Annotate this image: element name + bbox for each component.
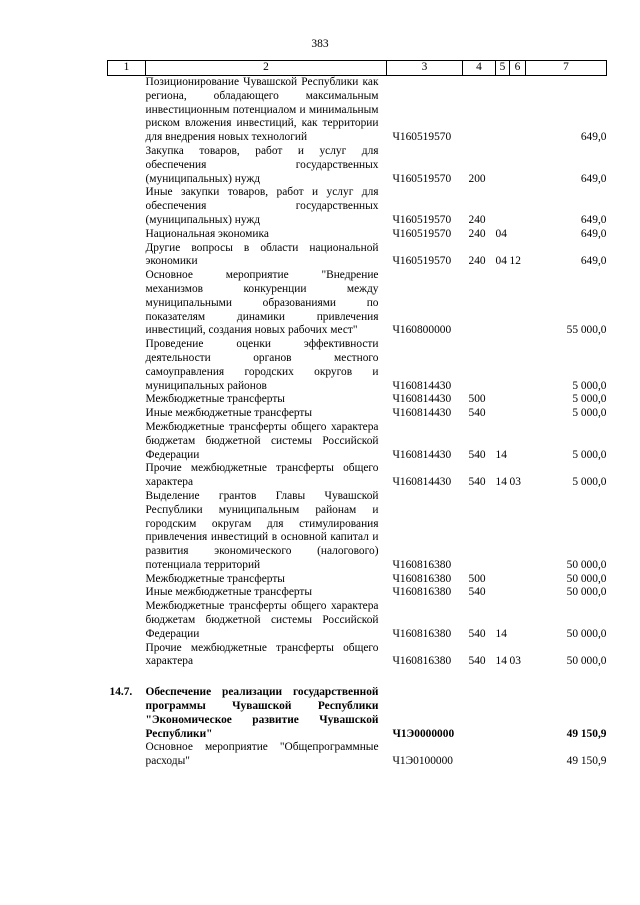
subsection-cell — [510, 686, 526, 741]
amount-cell: 55 000,0 — [566, 324, 607, 337]
target-code-cell: Ч160800000 — [392, 324, 452, 337]
expense-type-cell: 200 — [468, 172, 486, 185]
item-name-cell: Прочие межбюджетные трансферты общего характера — [145, 641, 379, 668]
table-row — [108, 145, 607, 186]
section-cell: 14 — [495, 627, 507, 640]
expense-type-cell: 540 — [468, 448, 486, 461]
section-cell — [496, 686, 510, 741]
row-number-cell — [108, 490, 146, 573]
expense-type-cell — [463, 741, 496, 769]
target-code-cell: Ч160814430 — [392, 448, 452, 461]
target-code-cell: Ч160519570 — [392, 255, 452, 268]
item-name-cell: Позиционирование Чувашской Республики как региона, обладающего максимальным инвестиционным потенциалом и минимальным риском вложения инвестиций, как территории для внедрения новых технологий — [145, 76, 379, 144]
amount-cell: 649,0 — [580, 172, 607, 185]
subsection-cell — [510, 586, 526, 600]
expense-type-cell: 500 — [468, 393, 486, 406]
section-cell — [496, 338, 510, 393]
subsection-cell — [510, 145, 526, 186]
header-col-2: 2 — [146, 61, 387, 76]
table-row — [108, 741, 607, 769]
subsection-cell — [510, 76, 526, 145]
table-row — [108, 462, 607, 490]
table-row — [108, 600, 607, 641]
amount-cell: 649,0 — [580, 131, 607, 144]
section-cell: 04 — [495, 255, 507, 268]
amount-cell: 5 000,0 — [572, 448, 607, 461]
table-row — [108, 242, 607, 270]
table-row — [108, 421, 607, 462]
page-number: 383 — [311, 38, 329, 50]
item-name-cell: Обеспечение реализации государственной программы Чувашской Республики "Экономическое развитие Чувашской Республики" — [145, 686, 379, 740]
expense-type-cell — [463, 686, 496, 741]
subsection-cell — [510, 393, 526, 407]
item-name-cell: Проведение оценки эффективности деятельности органов местного самоуправления городских округов и муниципальных районов — [145, 338, 379, 392]
target-code-cell: Ч160816380 — [392, 627, 452, 640]
header-col-1: 1 — [108, 61, 146, 76]
subsection-cell: 12 — [509, 255, 521, 268]
item-name-cell: Закупка товаров, работ и услуг для обеспечения государственных (муниципальных) нужд — [145, 144, 379, 185]
amount-cell: 5 000,0 — [572, 476, 607, 489]
subsection-cell — [510, 407, 526, 421]
item-name-cell: Прочие межбюджетные трансферты общего характера — [145, 462, 379, 489]
section-cell — [496, 490, 510, 573]
amount-cell: 50 000,0 — [566, 572, 607, 585]
row-number-cell — [108, 338, 146, 393]
expense-type-cell — [463, 269, 496, 338]
item-name-cell: Основное мероприятие "Общепрограммные расходы" — [145, 741, 379, 768]
item-name-cell: Национальная экономика — [145, 227, 269, 240]
row-number-cell — [108, 586, 146, 600]
header-col-6: 6 — [510, 61, 526, 76]
target-code-cell: Ч1Э0100000 — [392, 755, 453, 768]
section-cell: 14 — [495, 476, 507, 489]
row-number-cell — [108, 421, 146, 462]
row-number-cell — [108, 242, 146, 270]
target-code-cell: Ч160816380 — [392, 558, 452, 571]
section-cell — [496, 76, 510, 145]
amount-cell: 50 000,0 — [566, 627, 607, 640]
item-name-cell: Иные межбюджетные трансферты — [145, 407, 313, 420]
section-cell — [496, 586, 510, 600]
table-row — [108, 586, 607, 600]
table-row — [108, 686, 607, 741]
table-row — [108, 573, 607, 587]
expense-type-cell: 540 — [468, 407, 486, 420]
section-cell: 04 — [495, 227, 507, 240]
target-code-cell: Ч160519570 — [392, 213, 452, 226]
target-code-cell: Ч160814430 — [392, 407, 452, 420]
section-cell — [496, 186, 510, 227]
subsection-cell: 03 — [509, 655, 521, 668]
target-code-cell: Ч160816380 — [392, 655, 452, 668]
row-number-cell — [108, 145, 146, 186]
amount-cell: 50 000,0 — [566, 586, 607, 599]
header-col-3: 3 — [387, 61, 463, 76]
table-row — [108, 76, 607, 145]
table-body — [108, 76, 607, 770]
subsection-cell: 03 — [509, 476, 521, 489]
expense-type-cell: 540 — [468, 476, 486, 489]
header-col-5: 5 — [496, 61, 510, 76]
amount-cell: 649,0 — [580, 227, 607, 240]
table-row — [108, 407, 607, 421]
row-number-cell — [108, 393, 146, 407]
expense-type-cell: 240 — [468, 227, 486, 240]
item-name-cell: Выделение грантов Главы Чувашской Республики муниципальным районам и городским округам для стимулирования привлечения инвестиций в основной капитал и развития экономического (налогового) потенциала территорий — [145, 489, 379, 571]
table-row — [108, 393, 607, 407]
item-name-cell: Основное мероприятие "Внедрение механизмов конкуренции между муниципальными образованиями по показателям динамики привлечения инвестиций, создания новых рабочих мест" — [145, 269, 379, 337]
target-code-cell: Ч160519570 — [392, 227, 452, 240]
target-code-cell: Ч160519570 — [392, 172, 452, 185]
expense-type-cell — [463, 76, 496, 145]
subsection-cell — [510, 228, 526, 242]
item-name-cell: Межбюджетные трансферты общего характера бюджетам бюджетной системы Российской Федерации — [145, 420, 379, 461]
subsection-cell — [510, 269, 526, 338]
item-name-cell: Межбюджетные трансферты — [145, 393, 285, 406]
target-code-cell: Ч160814430 — [392, 393, 452, 406]
row-number-cell — [108, 573, 146, 587]
subsection-cell — [510, 338, 526, 393]
expense-type-cell — [463, 490, 496, 573]
table-row — [108, 338, 607, 393]
target-code-cell: Ч1Э0000000 — [392, 727, 455, 740]
target-code-cell: Ч160814430 — [392, 476, 452, 489]
row-number-cell — [108, 741, 146, 769]
section-cell — [496, 407, 510, 421]
table-row — [108, 228, 607, 242]
expense-type-cell: 500 — [468, 572, 486, 585]
item-name-cell: Другие вопросы в области национальной экономики — [145, 241, 379, 268]
row-number-cell — [108, 228, 146, 242]
amount-cell: 649,0 — [580, 255, 607, 268]
target-code-cell: Ч160519570 — [392, 131, 452, 144]
expense-type-cell: 240 — [468, 213, 486, 226]
row-number-cell — [108, 642, 146, 670]
spacer-row — [108, 669, 607, 686]
section-cell — [496, 145, 510, 186]
row-number-cell — [108, 76, 146, 145]
header-col-7: 7 — [526, 61, 607, 76]
amount-cell: 5 000,0 — [572, 393, 607, 406]
expense-type-cell: 540 — [468, 627, 486, 640]
row-number-cell — [108, 600, 146, 641]
item-name-cell: Иные межбюджетные трансферты — [145, 586, 313, 599]
section-cell: 14 — [495, 448, 507, 461]
subsection-cell — [510, 600, 526, 641]
subsection-cell — [510, 573, 526, 587]
expense-type-cell: 240 — [468, 255, 486, 268]
subsection-cell — [510, 490, 526, 573]
subsection-cell — [510, 741, 526, 769]
target-code-cell: Ч160816380 — [392, 586, 452, 599]
row-number-cell — [108, 462, 146, 490]
amount-cell: 49 150,9 — [566, 727, 607, 740]
amount-cell: 5 000,0 — [572, 407, 607, 420]
section-cell: 14 — [495, 655, 507, 668]
table-row — [108, 642, 607, 670]
amount-cell: 49 150,9 — [566, 755, 607, 768]
item-name-cell: Межбюджетные трансферты — [145, 572, 285, 585]
amount-cell: 50 000,0 — [566, 655, 607, 668]
budget-table — [107, 60, 607, 769]
section-cell — [496, 393, 510, 407]
target-code-cell: Ч160814430 — [392, 379, 452, 392]
row-number-cell — [108, 407, 146, 421]
amount-cell: 50 000,0 — [566, 558, 607, 571]
table-row — [108, 269, 607, 338]
target-code-cell: Ч160816380 — [392, 572, 452, 585]
row-number-cell — [108, 269, 146, 338]
row-number-cell: 14.7. — [109, 686, 133, 699]
header-row — [108, 61, 607, 76]
section-cell — [496, 573, 510, 587]
table-row — [108, 490, 607, 573]
expense-type-cell: 540 — [468, 586, 486, 599]
expense-type-cell: 540 — [468, 655, 486, 668]
table-row — [108, 186, 607, 227]
section-cell — [496, 269, 510, 338]
row-number-cell — [108, 186, 146, 227]
expense-type-cell — [463, 338, 496, 393]
amount-cell: 5 000,0 — [572, 379, 607, 392]
subsection-cell — [510, 186, 526, 227]
subsection-cell — [510, 421, 526, 462]
amount-cell: 649,0 — [580, 213, 607, 226]
header-col-4: 4 — [463, 61, 496, 76]
item-name-cell: Межбюджетные трансферты общего характера бюджетам бюджетной системы Российской Федерации — [145, 600, 379, 640]
item-name-cell: Иные закупки товаров, работ и услуг для обеспечения государственных (муниципальных) нужд — [145, 186, 379, 226]
section-cell — [496, 741, 510, 769]
